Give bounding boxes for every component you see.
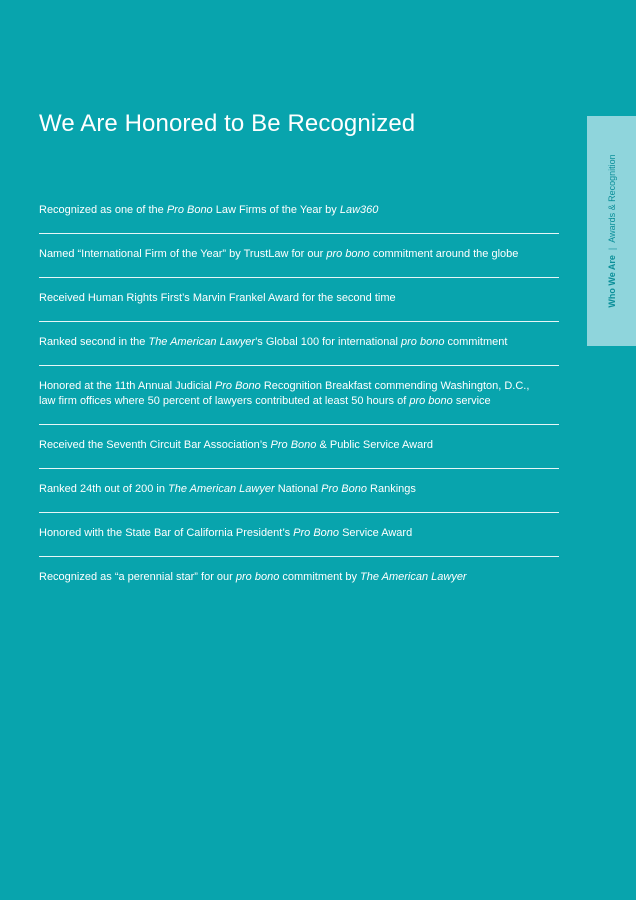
award-text: Honored with the State Bar of California President’s <box>39 527 294 539</box>
award-text-italic: Pro Bono <box>270 439 317 451</box>
award-text: Ranked 24th out of 200 in <box>39 483 169 495</box>
award-item <box>39 234 559 278</box>
award-text: law firm offices where 50 percent of lawyers contributed at least 50 hours of <box>39 395 410 407</box>
award-item <box>39 557 559 601</box>
award-text: Received Human Rights First’s Marvin Frankel Award for the second time <box>39 292 396 304</box>
award-text: Service Award <box>339 527 413 539</box>
award-text: commitment by <box>279 571 361 583</box>
award-text: commitment around the globe <box>369 248 519 260</box>
section-side-tab <box>587 116 636 346</box>
award-text-italic: The American Lawyer <box>360 571 467 583</box>
award-text: Law Firms of the Year by <box>212 204 340 216</box>
award-text: Ranked second in the <box>39 336 149 348</box>
award-text: Named “International Firm of the Year” by TrustLaw for our <box>39 248 327 260</box>
award-text-italic: Pro Bono <box>321 483 367 495</box>
award-text-italic: Pro Bono <box>214 380 261 392</box>
award-item <box>39 425 559 469</box>
award-text-italic: pro bono <box>235 571 280 583</box>
award-text-italic: Law360 <box>339 204 379 216</box>
award-text: & Public Service Award <box>316 439 433 451</box>
award-item <box>39 322 559 366</box>
page-title: We Are Honored to Be Recognized <box>39 110 416 137</box>
award-text: Honored at the 11th Annual Judicial <box>39 380 215 392</box>
award-text: service <box>452 395 491 407</box>
award-text-italic: pro bono <box>326 248 370 260</box>
award-text-italic: Pro Bono <box>166 204 213 216</box>
award-text: ’s Global 100 for international <box>255 336 402 348</box>
award-text: Rankings <box>367 483 416 495</box>
award-item <box>39 278 559 322</box>
section-separator: | <box>606 247 617 251</box>
award-text: Recognized as “a perennial star” for our <box>39 571 236 583</box>
award-text-italic: The American Lawyer <box>148 336 256 348</box>
award-text: Recognized as one of the <box>39 204 167 216</box>
award-item <box>39 366 559 425</box>
section-name: Who We Are <box>606 255 617 308</box>
award-text-italic: The American Lawyer <box>168 483 275 495</box>
award-item <box>39 190 559 234</box>
award-text-italic: pro bono <box>409 395 453 407</box>
award-text-italic: pro bono <box>401 336 445 348</box>
award-text: Received the Seventh Circuit Bar Association’s <box>39 439 271 451</box>
section-tab-label <box>607 154 617 307</box>
award-text: commitment <box>444 336 508 348</box>
award-text: Recognition Breakfast commending Washington, D.C., <box>260 380 530 392</box>
award-text-italic: Pro Bono <box>293 527 340 539</box>
award-item <box>39 469 559 513</box>
award-text: National <box>274 483 322 495</box>
awards-list <box>39 190 559 601</box>
award-item <box>39 513 559 557</box>
subsection-name: Awards & Recognition <box>606 154 617 243</box>
